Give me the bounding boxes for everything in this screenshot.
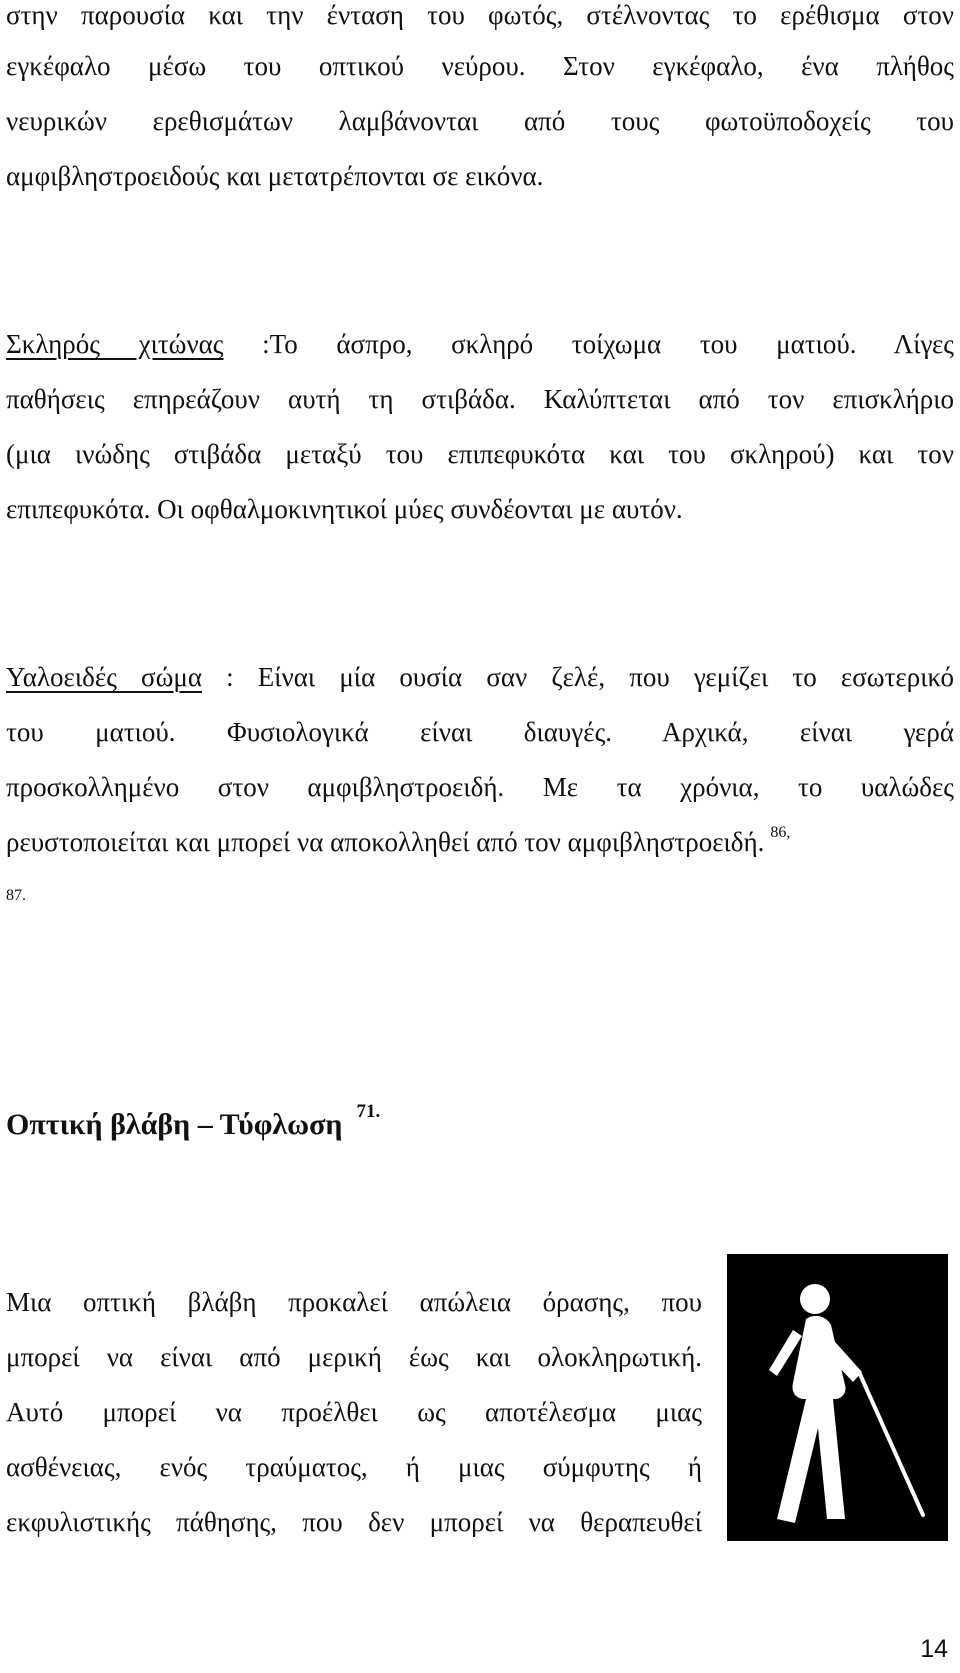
sclera-line-4: επιπεφυκότα. Οι οφθαλμοκινητικοί μύες συνδέονται με αυτόν. [6, 494, 683, 524]
intro-line-1: στην παρουσία και την ένταση του φωτός, στέλνοντας το ερέθισμα στον [6, 0, 954, 30]
vitreous-line-3: προσκολλημένο στον αμφιβληστροειδή. Με τα χρόνια, το υαλώδες [6, 772, 954, 802]
section-title: Οπτική βλάβη – Τύφλωση [6, 1108, 343, 1141]
blindness-line-4: ασθένειας, ενός τραύματος, ή μιας σύμφυτης ή [6, 1452, 702, 1482]
blindness-line-1: Μια οπτική βλάβη προκαλεί απώλεια όρασης, που [6, 1287, 702, 1317]
section-reference: 71. [356, 1101, 381, 1122]
sclera-line-2: παθήσεις επηρεάζουν αυτή τη στιβάδα. Καλύπτεται από τον επισκλήριο [6, 384, 954, 414]
vitreous-reference-continuation [6, 870, 954, 912]
reference-superscript: 86, [770, 824, 791, 841]
vitreous-line-1 [6, 656, 954, 698]
vitreous-term: Υαλοειδές σώμα [6, 662, 202, 692]
reference-dot: . [757, 827, 765, 857]
section-heading [6, 1100, 380, 1150]
intro-line-2: εγκέφαλο μέσω του οπτικού νεύρου. Στον εγκέφαλο, ένα πλήθος [6, 51, 954, 81]
page-number: 14 [920, 1635, 948, 1663]
vitreous-definition-start: : Είναι μία ουσία σαν ζελέ, που γεμίζει το εσωτερικό [202, 662, 955, 692]
vitreous-line-4-text: ρευστοποιείται και μπορεί να αποκολληθεί από τον αμφιβληστροειδή [6, 827, 758, 857]
blindness-line-2: μπορεί να είναι από μερική έως και ολοκληρωτική. [6, 1342, 702, 1372]
vitreous-line-4 [6, 821, 954, 863]
reference-continuation-text: 87. [6, 887, 26, 904]
sclera-definition-start: :Το άσπρο, σκληρό τοίχωμα του ματιού. Λίγες [223, 329, 954, 359]
sclera-line-3: (μια ινώδης στιβάδα μεταξύ του επιπεφυκότα και του σκληρού) και τον [6, 439, 954, 469]
intro-line-3: νευρικών ερεθισμάτων λαμβάνονται από τους φωτοϋποδοχείς του [6, 106, 954, 136]
blindness-line-5: εκφυλιστικής πάθησης, που δεν μπορεί να θεραπευθεί [6, 1507, 702, 1537]
vitreous-line-2: του ματιού. Φυσιολογικά είναι διαυγές. Αρχικά, είναι γερά [6, 717, 954, 747]
blind-person-with-cane-icon [727, 1254, 948, 1541]
intro-line-4: αμφιβληστροειδούς και μετατρέπονται σε εικόνα. [6, 161, 544, 191]
blindness-line-3: Αυτό μπορεί να προέλθει ως αποτέλεσμα μιας [6, 1397, 702, 1427]
sclera-term: Σκληρός χιτώνας [6, 329, 224, 359]
sclera-line-1 [6, 323, 954, 365]
